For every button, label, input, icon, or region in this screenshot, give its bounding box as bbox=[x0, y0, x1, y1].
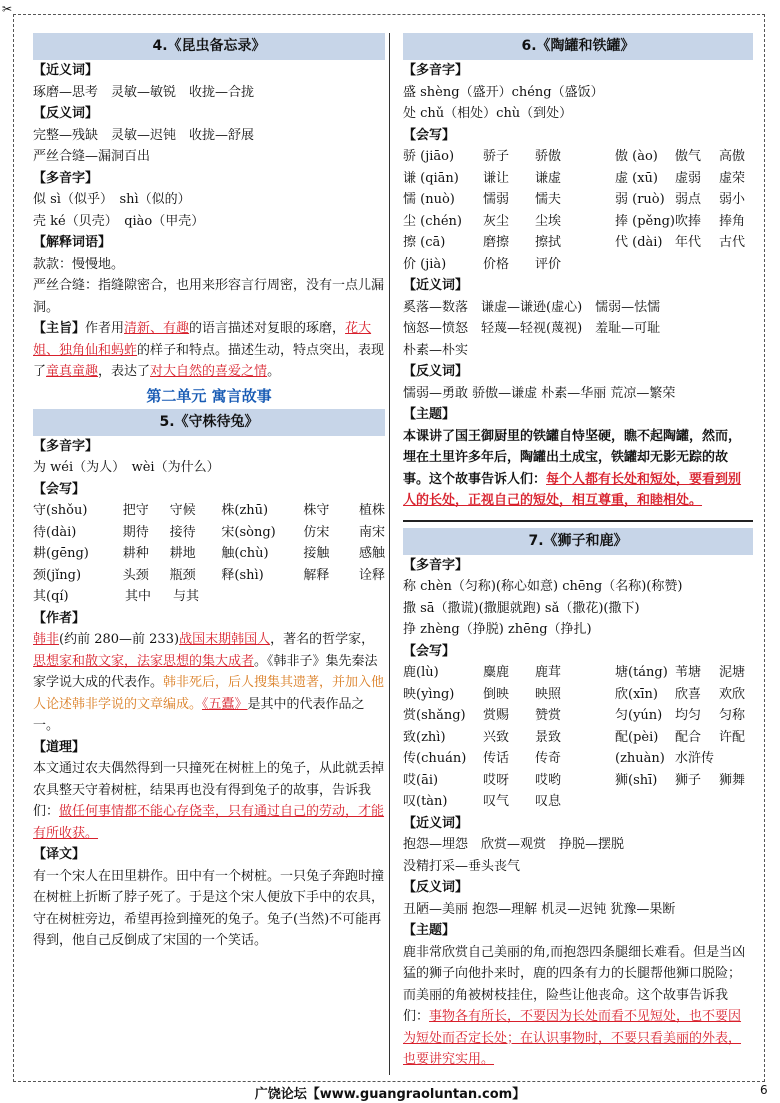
write-cell: 代 (dài) bbox=[615, 235, 663, 250]
text: 有一个宋人在田里耕作。田中有一个树桩。一只兔子奔跑时撞在树桩上折断了脖子死了。于是这个宋人便放下手中的农具，守在树桩旁边，希望再捡到撞死的兔子。兔子(当然)不可能再得到，他自己反倒成了宋国的一个笑话。 bbox=[33, 868, 385, 948]
text: 为 wéi（为人） wèi（为什么） bbox=[33, 460, 220, 475]
write-cell: 叹气 bbox=[483, 794, 510, 809]
write-cell: 待(dài) bbox=[33, 524, 77, 540]
write-cell: 传奇 bbox=[535, 751, 562, 766]
write-cell: 其(qí) bbox=[33, 589, 69, 604]
write-cell: 叹(tàn) bbox=[403, 794, 448, 809]
heading: 【解释词语】 bbox=[33, 235, 112, 250]
write-cell: 欣(xīn) bbox=[615, 686, 659, 702]
write-cell: 傲气 bbox=[675, 149, 702, 164]
write-cell: 虚 (xū) bbox=[615, 170, 658, 186]
write-cell: 映照 bbox=[535, 686, 562, 702]
heading: 【会写】 bbox=[403, 643, 456, 659]
heading: 【作者】 bbox=[33, 610, 86, 626]
write-table bbox=[403, 662, 753, 813]
write-row bbox=[33, 500, 385, 522]
highlight: 每个人都有长处和短处，要看到别人的长处，正视自己的短处，相互尊重，和睦相处。 bbox=[403, 471, 742, 508]
write-cell: 骄 (jiāo) bbox=[403, 149, 455, 164]
text: 丑陋—美丽 抱怨—理解 机灵—迟钝 犹豫—果断 bbox=[403, 901, 676, 917]
write-cell: 感触 bbox=[358, 546, 385, 561]
highlight: 做任何事情都不能心存侥幸，只有通过自己的劳动，才能有所收获。 bbox=[33, 804, 385, 841]
write-cell: 赏(shǎng) bbox=[403, 708, 466, 723]
write-cell: 塘(táng) bbox=[615, 665, 668, 680]
heading: 【多音字】 bbox=[403, 557, 469, 573]
text: 完整—残缺 灵敏—迟钝 收拢—舒展 bbox=[33, 127, 255, 143]
write-cell: 耕地 bbox=[169, 546, 196, 561]
write-cell: 懦弱 bbox=[483, 192, 510, 207]
text: ，著名的哲学家， bbox=[270, 632, 375, 647]
write-cell: 骄子 bbox=[483, 149, 510, 164]
text: ，表达了 bbox=[98, 364, 151, 379]
write-cell: 懦夫 bbox=[535, 192, 562, 207]
page-number: 6 bbox=[760, 1083, 768, 1097]
write-cell: 匀称 bbox=[719, 708, 746, 723]
lesson-5-title: 5.《守株待兔》 bbox=[33, 409, 385, 436]
write-cell: 瓶颈 bbox=[169, 567, 196, 583]
write-cell: 配(pèi) bbox=[615, 729, 659, 745]
text: 琢磨—思考 灵敏—敏锐 收拢—合拢 bbox=[33, 84, 255, 100]
write-cell: 株(zhū) bbox=[221, 503, 269, 518]
write-cell: 谦虚 bbox=[535, 170, 562, 186]
write-cell bbox=[310, 586, 367, 608]
heading: 【会写】 bbox=[403, 127, 456, 143]
write-cell bbox=[615, 791, 675, 813]
write-cell: 水浒传 bbox=[675, 751, 715, 766]
text: 懦弱—勇敢 骄傲—谦虚 朴素—华丽 荒凉—繁荣 bbox=[403, 385, 676, 401]
footer: 广饶论坛【www.guangraoluntan.com】 bbox=[254, 1087, 526, 1102]
heading: 【会写】 bbox=[33, 481, 86, 497]
theme-paragraph bbox=[403, 426, 753, 512]
highlight: 花大姐、独角仙和蚂蚱 bbox=[33, 321, 372, 358]
write-cell: 接待 bbox=[169, 524, 196, 540]
write-cell: 虚弱 bbox=[675, 170, 702, 186]
text: 挣 zhèng（挣脱) zhēng（挣扎) bbox=[403, 622, 592, 637]
write-cell: 鹿茸 bbox=[535, 665, 562, 680]
text: 处 chǔ（相处）chù（到处） bbox=[403, 106, 573, 121]
heading: 【近义词】 bbox=[403, 278, 469, 293]
write-table bbox=[33, 500, 385, 608]
write-cell: 赏赐 bbox=[483, 708, 510, 723]
write-cell: 吹捧 bbox=[675, 213, 702, 229]
write-cell: 与其 bbox=[173, 589, 200, 604]
write-cell: 景致 bbox=[535, 729, 562, 745]
write-cell: 耕种 bbox=[122, 546, 149, 561]
write-cell: 擦 (cā) bbox=[403, 235, 446, 250]
write-cell: 年代 bbox=[675, 235, 702, 250]
text: 本文通过农夫偶然得到一只撞死在树桩上的兔子，从此就丢掉农具整天守着树桩，结果再也没有得到兔子的故事，告诉我们： bbox=[33, 761, 385, 819]
lesson-6-title: 6.《陶罐和铁罐》 bbox=[403, 33, 753, 60]
write-cell: 映(yìng) bbox=[403, 686, 455, 702]
write-row bbox=[403, 748, 753, 770]
text: 盛 shèng（盛开）chéng（盛饭） bbox=[403, 84, 604, 100]
write-cell: 古代 bbox=[719, 235, 746, 250]
write-cell: 匀(yún) bbox=[615, 708, 663, 723]
write-cell: 兴致 bbox=[483, 729, 510, 745]
reason-paragraph bbox=[33, 758, 385, 844]
write-cell: 捧 (pěng) bbox=[615, 213, 675, 229]
write-row bbox=[403, 211, 753, 233]
write-cell: 接触 bbox=[303, 546, 330, 561]
right-column bbox=[403, 33, 753, 1071]
heading: 【主题】 bbox=[403, 407, 456, 422]
write-cell: 骄傲 bbox=[535, 149, 562, 164]
write-cell: 解释 bbox=[303, 567, 330, 583]
write-row bbox=[33, 565, 385, 587]
write-cell: 致(zhì) bbox=[403, 729, 446, 745]
heading: 【主旨】 bbox=[33, 321, 86, 336]
write-row bbox=[403, 705, 753, 727]
theme-paragraph bbox=[33, 318, 385, 383]
text: 严丝合缝—漏洞百出 bbox=[33, 149, 151, 164]
text: 朴素—朴实 bbox=[403, 342, 469, 358]
write-cell: 狮舞 bbox=[719, 772, 746, 788]
highlight: 童真童趣 bbox=[46, 364, 99, 379]
write-cell: 弱小 bbox=[719, 192, 746, 207]
text: 严丝合缝：指缝隙密合，也用来形容言行周密，没有一点儿漏洞。 bbox=[33, 278, 385, 315]
left-column bbox=[33, 33, 385, 952]
text: 似 sì（似乎） shì（似的） bbox=[33, 192, 191, 207]
theme-paragraph bbox=[403, 942, 753, 1071]
write-table bbox=[403, 146, 753, 275]
write-cell: 诠释 bbox=[358, 567, 385, 583]
write-cell bbox=[675, 254, 719, 276]
write-row bbox=[403, 791, 753, 813]
write-cell: 哎呀 bbox=[483, 772, 510, 788]
text: 款款：慢慢地。 bbox=[33, 256, 125, 272]
heading: 【反义词】 bbox=[33, 106, 99, 121]
heading: 【近义词】 bbox=[33, 63, 99, 78]
heading: 【多音字】 bbox=[33, 438, 99, 454]
text: 恼怒—愤怒 轻蔑—轻视(蔑视) 羞耻—可耻 bbox=[403, 321, 661, 336]
write-cell: 价格 bbox=[483, 256, 510, 272]
lesson-4-title: 4.《昆虫备忘录》 bbox=[33, 33, 385, 60]
write-cell: 狮(shī) bbox=[615, 772, 658, 788]
heading: 【多音字】 bbox=[33, 170, 99, 186]
write-cell: 懦 (nuò) bbox=[403, 192, 455, 207]
text: 本课讲了国王御厨里的铁罐自恃坚硬，瞧不起陶罐，然而，埋在土里许多年后，陶罐出土成宝，铁罐却无影无踪的故事。这个故事告诉人们： bbox=[403, 428, 742, 487]
write-cell: 哎哟 bbox=[535, 772, 562, 788]
scissors-icon: ✂ bbox=[2, 2, 13, 16]
write-cell: 耕(gēng) bbox=[33, 546, 89, 561]
heading: 【反义词】 bbox=[403, 880, 469, 895]
highlight: 《五蠹》 bbox=[202, 696, 248, 712]
write-cell: 灰尘 bbox=[483, 213, 510, 229]
text: 撒 sā（撒谎)(撒腿就跑) sǎ（撒花)(撒下) bbox=[403, 600, 640, 616]
write-cell: 触(chù) bbox=[221, 546, 269, 561]
write-cell: 欣喜 bbox=[675, 686, 702, 702]
heading: 【反义词】 bbox=[403, 364, 469, 379]
write-cell: 其中 bbox=[125, 589, 152, 604]
unit-title: 第二单元 寓言故事 bbox=[146, 386, 272, 405]
write-row bbox=[403, 146, 753, 168]
highlight: 事物各有所长，不要因为长处而看不见短处，也不要因为短处而否定长处；在认识事物时，不要只看美丽的外表，也要讲究实用。 bbox=[403, 1009, 742, 1067]
text: 的语言描述对复眼的琢磨， bbox=[189, 321, 346, 336]
write-cell: 捧角 bbox=[719, 213, 746, 229]
write-row bbox=[403, 254, 753, 276]
text: 奚落—数落 谦虚—谦逊(虚心) 懦弱—怯懦 bbox=[403, 299, 661, 315]
write-cell: 泥塘 bbox=[719, 665, 746, 680]
write-cell: 植株 bbox=[358, 503, 385, 518]
write-cell: 守(shǒu) bbox=[33, 503, 88, 518]
write-cell: 弱 (ruò) bbox=[615, 192, 665, 207]
write-cell: 传话 bbox=[483, 751, 510, 766]
text: 。《韩非子》集先秦法家学说大成的代表作。 bbox=[33, 653, 378, 690]
write-row bbox=[403, 189, 753, 211]
write-cell: 谦 (qiān) bbox=[403, 170, 459, 186]
write-cell: 尘 (chén) bbox=[403, 213, 462, 229]
write-cell: 仿宋 bbox=[303, 524, 330, 540]
highlight: 韩非死后，后人搜集其遗著，并加入他人论述韩非学说的文章编成。 bbox=[33, 675, 385, 712]
highlight: 战国末期韩国人 bbox=[179, 632, 271, 647]
write-cell: 傲 (ào) bbox=[615, 149, 658, 164]
heading: 【道理】 bbox=[33, 739, 86, 755]
heading: 【译文】 bbox=[33, 847, 86, 862]
write-row bbox=[33, 522, 385, 544]
write-cell bbox=[675, 791, 719, 813]
write-cell: 守候 bbox=[169, 503, 196, 518]
highlight: 韩非 bbox=[33, 632, 60, 647]
text: 的样子和特点。描述生动，特点突出，表现了 bbox=[33, 342, 385, 379]
write-row bbox=[403, 168, 753, 190]
text: 没精打采—垂头丧气 bbox=[403, 858, 521, 874]
author-paragraph bbox=[33, 629, 385, 737]
write-cell: 传(chuán) bbox=[403, 751, 467, 766]
write-cell: 配合 bbox=[675, 729, 702, 745]
write-row bbox=[403, 232, 753, 254]
write-cell: 期待 bbox=[122, 524, 149, 540]
text: (约前 280—前 233) bbox=[59, 632, 180, 647]
write-cell: 谦让 bbox=[483, 170, 510, 186]
write-cell: 尘埃 bbox=[535, 213, 562, 229]
write-cell: 磨擦 bbox=[483, 235, 510, 250]
highlight: 思想家和散文家，法家思想的集大成者 bbox=[33, 653, 255, 669]
text: 作者用 bbox=[85, 321, 125, 336]
write-cell: 价 (jià) bbox=[403, 256, 447, 272]
write-cell: 弱点 bbox=[675, 192, 702, 207]
write-cell: 评价 bbox=[535, 256, 562, 272]
write-cell: 头颈 bbox=[122, 567, 149, 583]
text: 壳 ké（贝壳） qiào（甲壳） bbox=[33, 213, 205, 229]
write-cell: 南宋 bbox=[358, 524, 385, 540]
lesson-7-title: 7.《狮子和鹿》 bbox=[403, 528, 753, 555]
write-cell bbox=[226, 586, 310, 608]
write-row bbox=[33, 543, 385, 565]
write-cell: 释(shì) bbox=[221, 567, 264, 583]
write-cell: 高傲 bbox=[719, 149, 746, 164]
write-row bbox=[403, 662, 753, 684]
write-cell: 株守 bbox=[303, 503, 330, 518]
write-cell: 把守 bbox=[122, 503, 149, 518]
write-cell bbox=[615, 254, 675, 276]
write-cell: 虚荣 bbox=[719, 170, 746, 186]
write-cell: 宋(sòng) bbox=[221, 524, 276, 540]
write-cell: 擦拭 bbox=[535, 235, 562, 250]
write-cell: 狮子 bbox=[675, 772, 702, 788]
write-cell: 苇塘 bbox=[675, 665, 702, 680]
write-cell: 欢欣 bbox=[719, 686, 746, 702]
write-cell: 许配 bbox=[719, 729, 746, 745]
write-row bbox=[33, 586, 385, 608]
write-cell: 赞赏 bbox=[535, 708, 562, 723]
write-cell: 麋鹿 bbox=[483, 665, 510, 680]
write-cell: 叹息 bbox=[535, 794, 562, 809]
write-cell: (zhuàn) bbox=[615, 751, 665, 766]
write-cell: 倒映 bbox=[483, 686, 510, 702]
write-cell: 哎(āi) bbox=[403, 772, 439, 788]
heading: 【近义词】 bbox=[403, 815, 469, 831]
write-row bbox=[403, 727, 753, 749]
write-cell: 均匀 bbox=[675, 708, 702, 723]
write-row bbox=[403, 684, 753, 706]
write-row bbox=[403, 770, 753, 792]
text: 鹿非常欣赏自己美丽的角,而抱怨四条腿细长难看。但是当凶猛的狮子向他扑来时，鹿的四条有力的长腿帮他狮口脱险；而美丽的角被树枝挂住，险些让他丧命。这个故事告诉我们： bbox=[403, 944, 746, 1024]
highlight: 对大自然的喜爱之情 bbox=[150, 364, 268, 379]
heading: 【多音字】 bbox=[403, 63, 469, 78]
text: 是其中的代表作品之一。 bbox=[33, 696, 365, 733]
text: 抱怨—埋怨 欣赏—观赏 挣脱—摆脱 bbox=[403, 837, 625, 852]
highlight: 清新、有趣 bbox=[124, 321, 190, 336]
write-cell: 鹿(lù) bbox=[403, 665, 439, 680]
divider bbox=[403, 520, 753, 522]
column-divider bbox=[389, 33, 390, 1075]
text: 称 chèn（匀称)(称心如意) chēng（名称)(称赞) bbox=[403, 579, 683, 594]
write-cell: 颈(jǐng) bbox=[33, 567, 82, 583]
text: 。 bbox=[267, 364, 281, 379]
heading: 【主题】 bbox=[403, 923, 456, 938]
